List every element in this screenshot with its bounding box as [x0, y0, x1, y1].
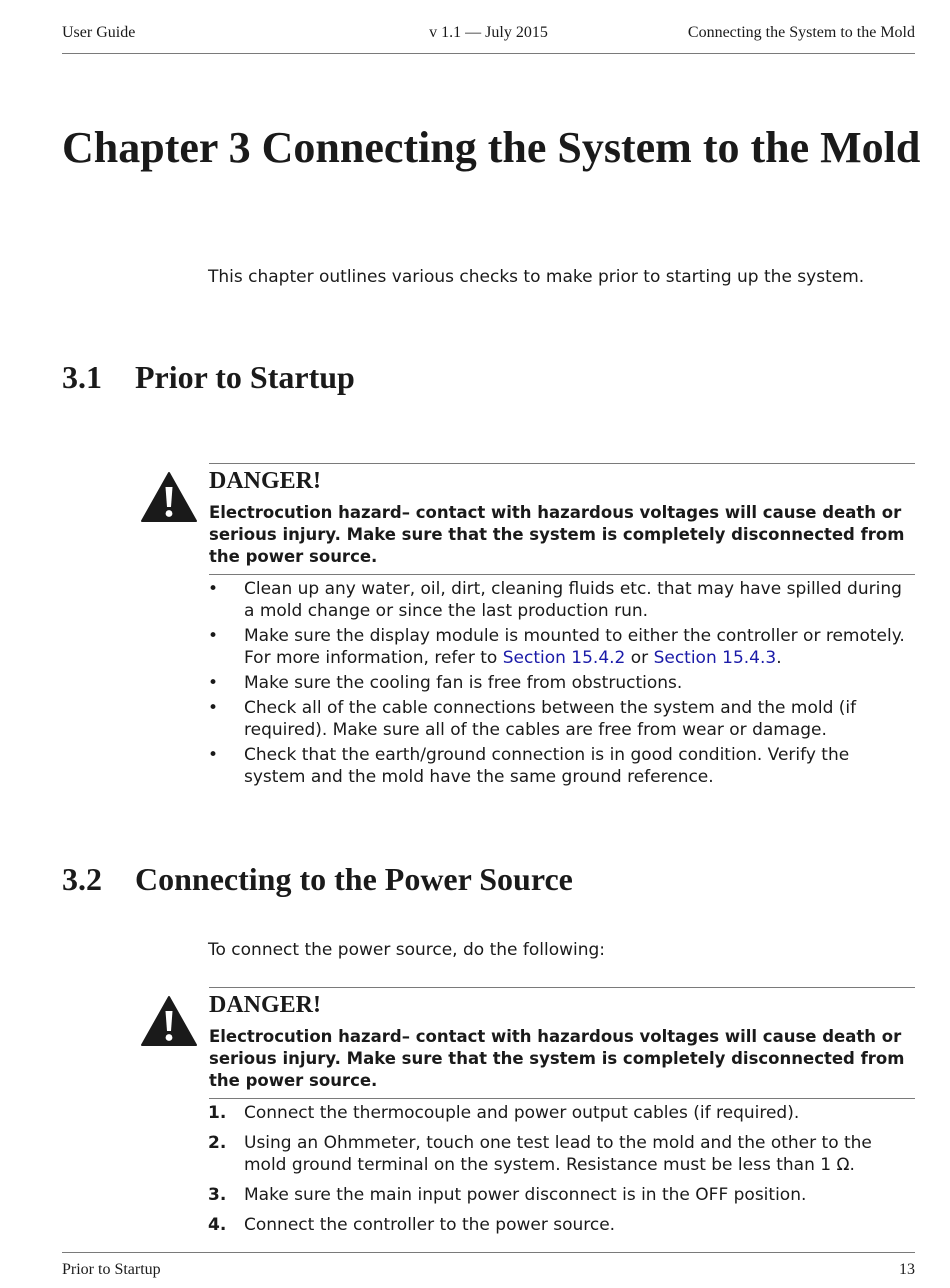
list-item [208, 1102, 915, 1124]
list-item-text: Check all of the cable connections between the system and the mold (if required). Make sure all of the cables are free from wear or damage. [244, 698, 857, 740]
section-heading-3-2 [62, 860, 573, 898]
danger-box [209, 463, 915, 575]
bullet-icon: • [208, 745, 219, 765]
section-number: 3.2 [62, 861, 102, 897]
header-doc-title: User Guide [62, 24, 136, 41]
step-text: Make sure the main input power disconnect is in the OFF position. [244, 1185, 807, 1205]
step-number: 1. [208, 1103, 227, 1123]
list-item [208, 1214, 915, 1236]
list-item [208, 744, 915, 788]
list-item-text: . [776, 648, 782, 668]
step-number: 2. [208, 1133, 227, 1153]
list-item-text: Make sure the cooling fan is free from obstructions. [244, 673, 683, 693]
bullet-icon: • [208, 579, 219, 599]
section-title: Prior to Startup [135, 359, 355, 395]
danger-title: DANGER! [209, 992, 321, 1018]
power-connection-steps [208, 1102, 915, 1244]
list-item-text: Clean up any water, oil, dirt, cleaning fluids etc. that may have spilled during a mold change or since the last production run. [244, 579, 902, 621]
list-item-text: or [625, 648, 654, 668]
list-item-text: Make sure the display module is mounted to either the controller or remotely. For more information, refer to [244, 626, 905, 668]
step-number: 3. [208, 1185, 227, 1205]
list-item [208, 625, 915, 669]
list-item [208, 697, 915, 741]
list-item [208, 1184, 915, 1206]
header-rule [62, 53, 915, 54]
list-item-text: Check that the earth/ground connection is in good condition. Verify the system and the mold have the same ground reference. [244, 745, 850, 787]
bullet-icon: • [208, 673, 219, 693]
prior-startup-checklist [208, 578, 915, 791]
section-title: Connecting to the Power Source [135, 861, 573, 897]
step-text: Connect the thermocouple and power output cables (if required). [244, 1103, 800, 1123]
step-text: Using an Ohmmeter, touch one test lead to the mold and the other to the mold ground terminal on the system. Resistance must be less than 1 Ω. [244, 1133, 872, 1175]
step-text: Connect the controller to the power source. [244, 1215, 616, 1235]
danger-message: Electrocution hazard– contact with hazardous voltages will cause death or serious injury. Make sure that the system is completely disconnected from the power source. [209, 503, 905, 566]
header-chapter-title: Connecting the System to the Mold [687, 24, 915, 41]
warning-triangle-icon [140, 471, 198, 523]
danger-message: Electrocution hazard– contact with hazardous voltages will cause death or serious injury. Make sure that the system is completely disconnected from the power source. [209, 1027, 905, 1090]
section-heading-3-1 [62, 358, 355, 396]
header-version: v 1.1 — July 2015 [429, 24, 548, 41]
danger-box [209, 987, 915, 1099]
danger-title: DANGER! [209, 468, 321, 494]
warning-triangle-icon [140, 995, 198, 1047]
section-link-15-4-2[interactable]: Section 15.4.2 [502, 648, 626, 668]
bullet-icon: • [208, 698, 219, 718]
list-item [208, 578, 915, 622]
running-header [62, 24, 915, 44]
list-item [208, 672, 915, 694]
chapter-intro: This chapter outlines various checks to make prior to starting up the system. [208, 267, 865, 287]
step-number: 4. [208, 1215, 227, 1235]
page-number: 13 [899, 1261, 915, 1278]
chapter-title: Chapter 3 Connecting the System to the Mold [62, 123, 921, 172]
section-intro: To connect the power source, do the following: [208, 940, 606, 960]
bullet-icon: • [208, 626, 219, 646]
footer-rule [62, 1252, 915, 1253]
footer-section-title: Prior to Startup [62, 1261, 161, 1278]
section-number: 3.1 [62, 359, 102, 395]
section-link-15-4-3[interactable]: Section 15.4.3 [653, 648, 777, 668]
list-item [208, 1132, 915, 1176]
